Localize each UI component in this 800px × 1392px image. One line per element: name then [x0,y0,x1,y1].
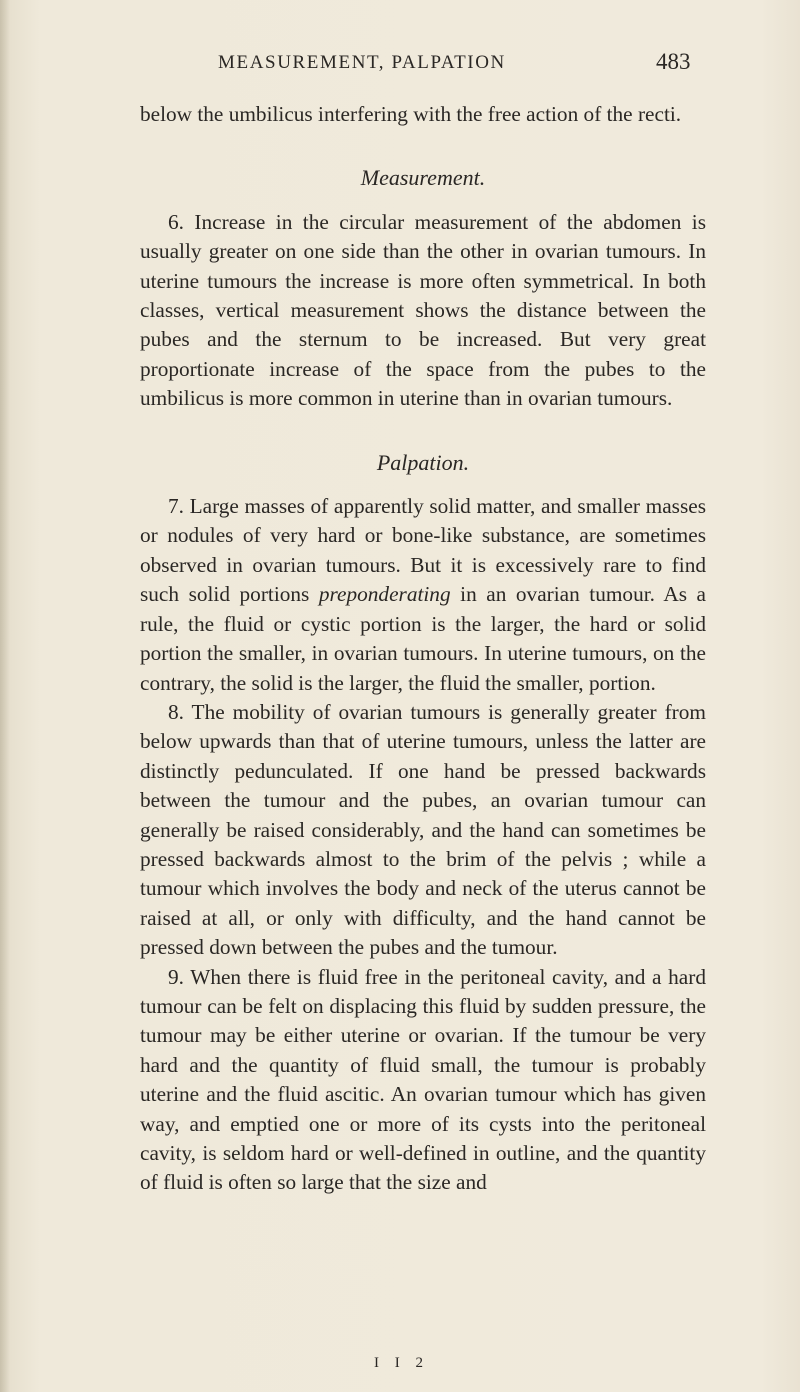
paragraph-6: 6. Increase in the circular measurement of the abdomen is usually greater on one side than the other in ovarian tumours. In uterine tumours the increase is more often symmetrical. In both classes, vertical measurement shows the distance between the pubes and the sternum to be increased. But very great proportionate increase of the space from the pubes to the umbilicus is more common in uterine than in ovarian tumours. [140,209,706,411]
paragraph-8: 8. The mobility of ovarian tumours is generally greater from below upwards than that of uterine tumours, unless the latter are distinctly pedunculated. If one hand be pressed backwards between the tumour and the pubes, an ovarian tumour can generally be raised considerably, and the hand can sometimes be pressed backwards almost to the brim of the pelvis ; while a tumour which involves the body and neck of the uterus cannot be raised at all, or only with difficulty, and the hand cannot be pressed down between the pubes and the tumour. [140,699,706,960]
paragraph-7-part-1: 7. Large masses of apparently solid matter, and smaller masses or nodules of very hard or bone-like substance, are sometimes observed in ovarian tumours. But it is excessively rare to find such solid portions [140,494,706,607]
section-heading-palpation: Palpation. [376,449,470,475]
opening-paragraph: below the umbilicus interfering with the free action of the recti. [140,102,682,126]
paragraph-9: 9. When there is fluid free in the peritoneal cavity, and a hard tumour can be felt on displacing this fluid by sudden pressure, the tumour may be either uterine or ovarian. If the tumour be very hard and the quantity of fluid small, the tumour is probably uterine and the fluid ascitic. An ovarian tumour which has given way, and emptied one or more of its cysts into the peritoneal cavity, is seldom hard or well-defined in outline, and the quantity of fluid is often so large that the size and [140,964,706,1195]
paragraph-7-part-2: in an ovarian tumour. As a rule, the fluid or cystic portion is the larger, the hard or solid portion the smaller, in ovarian tumours. In uterine tumours, on the contrary, the solid is the larger, the fluid the smaller, portion. [140,582,706,695]
page-gutter-shadow [0,0,10,1392]
running-head [0,49,800,82]
page-number: 483 [656,49,691,74]
running-title: MEASUREMENT, PALPATION [218,52,506,73]
body-text [140,100,706,1198]
paragraph-7 [140,492,706,698]
paragraph-7-emphasis: preponderating [318,582,451,607]
section-heading-measurement: Measurement. [360,165,486,191]
signature-mark: I I 2 [374,1355,429,1371]
